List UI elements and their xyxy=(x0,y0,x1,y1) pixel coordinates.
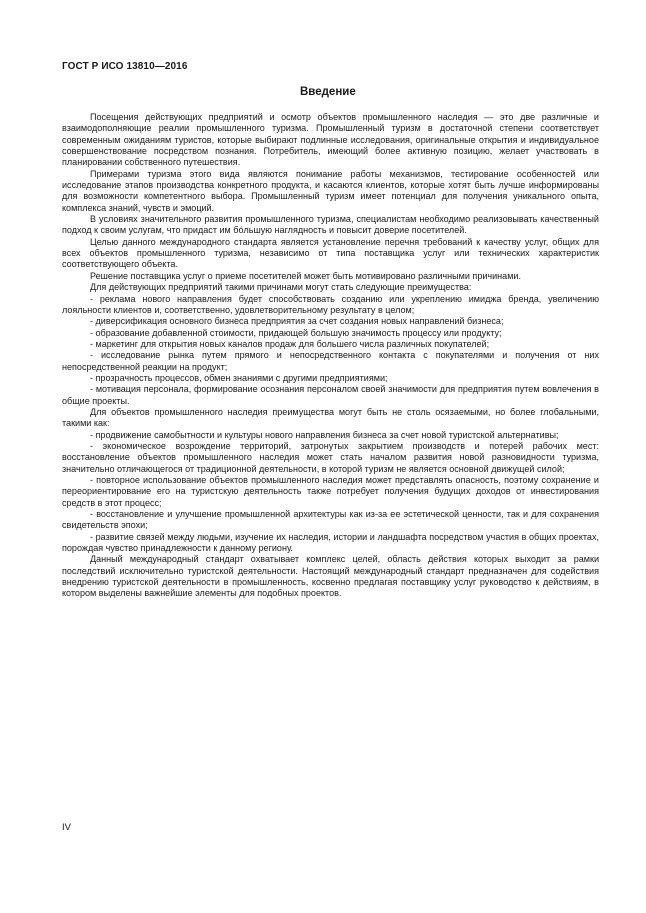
body-text xyxy=(62,112,599,600)
page-number: IV xyxy=(62,822,71,833)
list-item: - мотивация персонала, формирование осознания персоналом своей значимости для предприятия путем вовлечения в общие проекты. xyxy=(62,384,599,406)
list-item: - образование добавленной стоимости, придающей большую значимость процессу или продукту; xyxy=(90,327,502,338)
list-item: - развитие связей между людьми, изучение их наследия, истории и ландшафта посредством участия в общих проектах, порождая чувство принадлежности к данному региону. xyxy=(62,531,599,554)
list-item: - маркетинг для открытия новых каналов продаж для большего числа различных покупателей; xyxy=(90,338,490,349)
paragraph: Решение поставщика услуг о приеме посетителей может быть мотивировано различными причинами. xyxy=(90,270,521,281)
list-item: - диверсификация основного бизнеса предприятия за счет создания новых направлений бизнеса; xyxy=(90,316,504,327)
paragraph: Данный международный стандарт охватывает комплекс целей, область действия которых выходит за рамки последствий исключительно туристской деятельности. Настоящий международный стандарт предназначен для содействия внедрению туристской деятельности в промышленность, косвенно предлагая поставщику услуг руководство к действиям, в котором выделены важнейшие элементы для подобных проектов. xyxy=(62,554,599,599)
paragraph: В условиях значительного развития промышленного туризма, специалистам необходимо реализовывать качественный подход к своим услугам, что придаст им бóльшую наглядность и повысит доверие посетителей. xyxy=(62,214,599,236)
paragraph: Для объектов промышленного наследия преимущества могут быть не столь осязаемыми, но более глобальными, такими как: xyxy=(62,406,599,429)
paragraph: Целью данного международного стандарта является установление перечня требований к качеству услуг, общих для всех объектов промышленного туризма, независимо от типа поставщика услуг или технических характеристик соответствующего объекта. xyxy=(62,236,599,270)
section-title: Введение xyxy=(300,86,356,98)
list-item: - восстановление и улучшение промышленной архитектуры как из-за ее эстетической ценности, так и для сохранения свидетельств эпохи; xyxy=(62,509,599,531)
list-item: - исследование рынка путем прямого и непосредственного контакта с покупателями и получения от них непосредственной реакции на продукт; xyxy=(62,350,599,372)
paragraph: Для действующих предприятий такими причинами могут стать следующие преимущества: xyxy=(90,282,472,293)
list-item: - продвижение самобытности и культуры нового направления бизнеса за счет новой туристской альтернативы; xyxy=(90,429,559,440)
list-item: - повторное использование объектов промышленного наследия может представлять опасность, поэтому сохранение и переориентирование его на туристскую деятельность также потребует получения будущих доходов от инвестирования средств в этот процесс; xyxy=(62,475,599,508)
document-header: ГОСТ Р ИСО 13810—2016 xyxy=(62,61,188,72)
paragraph: Примерами туризма этого вида являются понимание работы механизмов, тестирование особенностей или исследование этапов производства конкретного продукта, и касаются клиентов, которые хотят быть лучше информированы для возможности компетентного выбора. Промышленный туризм имеет потенциал для получения уникального опыта, комплекса знаний, чувств и эмоций. xyxy=(62,168,599,213)
list-item: - прозрачность процессов, обмен знаниями с другими предприятиями; xyxy=(90,372,388,383)
paragraph: Посещения действующих предприятий и осмотр объектов промышленного наследия — это две различные и взаимодополняющие реалии промышленного туризма. Промышленный туризм в достаточной степени соответствует современным ожиданиям туристов, которые выбирают подлинные исследования, оригинальные открытия и индивидуальное совершенствование посредством познания. Потребитель, имеющий более активную позицию, желает участвовать в планировании собственного путешествия. xyxy=(62,112,599,168)
list-item: - экономическое возрождение территорий, затронутых закрытием производств и потерей рабочих мест: восстановление объектов промышленного наследия может стать началом развития новой разновидности туризма, значительно отличающегося от традиционной деятельности, в которой туризм не является основной движущей силой; xyxy=(62,440,599,474)
list-item: - реклама нового направления будет способствовать созданию или укреплению имиджа бренда, увеличению лояльности клиентов и, соответственно, удовлетворительному результату в целом; xyxy=(62,293,599,315)
